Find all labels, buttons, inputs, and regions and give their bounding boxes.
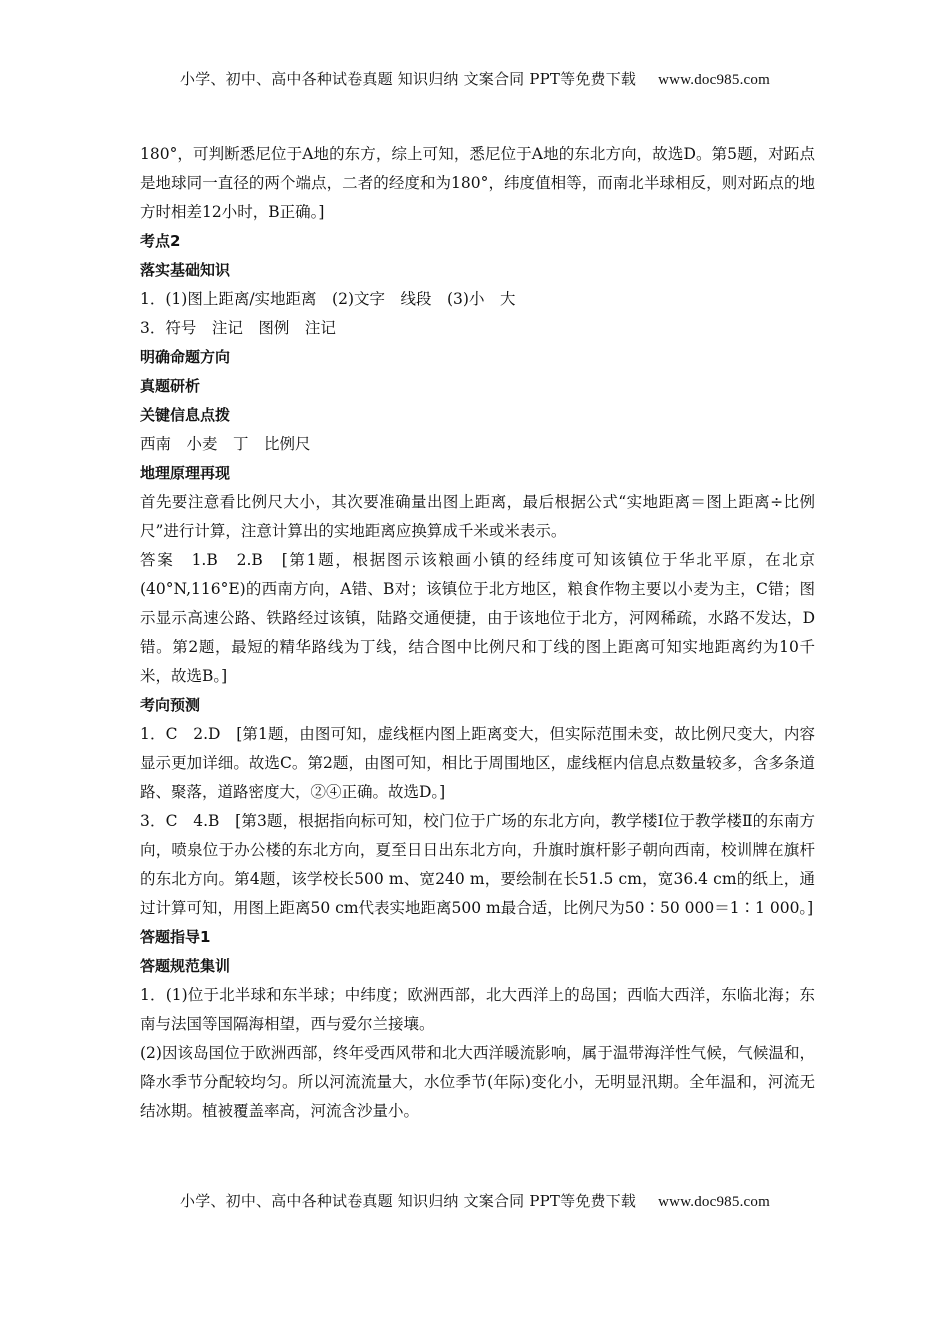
header-url: www.doc985.com [658, 72, 770, 88]
paragraph: 1．(1)图上距离/实地距离 (2)文字 线段 (3)小 大 [140, 290, 516, 308]
paragraph: 1．(1)位于北半球和东半球；中纬度；欧洲西部，北大西洋上的岛国；西临大西洋，东临北海；东南与法国等国隔海相望，西与爱尔兰接壤。 [140, 986, 815, 1033]
paragraph: 3．C 4.B [第3题，根据指向标可知，校门位于广场的东北方向，教学楼Ⅰ位于教学楼Ⅱ的东南方向，喷泉位于办公楼的东北方向，夏至日日出东北方向，升旗时旗杆影子朝向西南，校训牌在旗杆的东北方向。第4题，该学校长500 m、宽240 m，要绘制在长51.5 cm，宽36.4 cm的纸上，通过计算可知，用图上距离50 cm代表实地距离500 m最合适，比例尺为50∶50 000＝1∶1 000。] [140, 812, 815, 917]
paragraph: 1．C 2.D [第1题，由图可知，虚线框内图上距离变大，但实际范围未变，故比例尺变大，内容显示更加详细。故选C。第2题，由图可知，相比于周围地区，虚线框内信息点数量较多，含多条道路、聚落，道路密度大，②④正确。故选D。] [140, 725, 815, 801]
footer-text: 小学、初中、高中各种试卷真题 知识归纳 文案合同 PPT等免费下载 [180, 1192, 637, 1210]
paragraph: 180°，可判断悉尼位于A地的东方，综上可知，悉尼位于A地的东北方向，故选D。第5题，对跖点是地球同一直径的两个端点，二者的经度和为180°，纬度值相等，而南北半球相反，则对跖点的地方时相差12小时，B正确。] [140, 145, 815, 221]
section-heading: 真题研析 [140, 377, 201, 395]
section-heading: 地理原理再现 [140, 464, 231, 482]
section-heading: 答题指导1 [140, 928, 211, 946]
document-body [140, 140, 815, 1126]
section-heading: 答题规范集训 [140, 957, 231, 975]
section-heading: 落实基础知识 [140, 261, 231, 279]
section-heading: 考向预测 [140, 696, 201, 714]
paragraph: 答案 1.B 2.B [第1题，根据图示该粮画小镇的经纬度可知该镇位于华北平原，在北京(40°N,116°E)的西南方向，A错、B对；该镇位于北方地区，粮食作物主要以小麦为主，C错；图示显示高速公路、铁路经过该镇，陆路交通便捷，由于该地位于北方，河网稀疏，水路不发达，D错。第2题，最短的精华路线为丁线，结合图中比例尺和丁线的图上距离可知实地距离约为10千米，故选B。] [140, 551, 815, 685]
section-heading: 考点2 [140, 232, 181, 250]
section-heading: 关键信息点拨 [140, 406, 231, 424]
section-heading: 明确命题方向 [140, 348, 231, 366]
header-text: 小学、初中、高中各种试卷真题 知识归纳 文案合同 PPT等免费下载 [180, 70, 637, 88]
page-footer [0, 1190, 950, 1211]
paragraph: 西南 小麦 丁 比例尺 [140, 435, 311, 453]
paragraph: (2)因该岛国位于欧洲西部，终年受西风带和北大西洋暖流影响，属于温带海洋性气候，气候温和，降水季节分配较均匀。所以河流流量大，水位季节(年际)变化小，无明显汛期。全年温和，河流无结冰期。植被覆盖率高，河流含沙量小。 [140, 1044, 815, 1120]
paragraph: 首先要注意看比例尺大小，其次要准确量出图上距离，最后根据公式“实地距离＝图上距离÷比例尺”进行计算，注意计算出的实地距离应换算成千米或米表示。 [140, 493, 815, 540]
paragraph: 3．符号 注记 图例 注记 [140, 319, 336, 337]
page-header [0, 68, 950, 89]
footer-url: www.doc985.com [658, 1194, 770, 1210]
